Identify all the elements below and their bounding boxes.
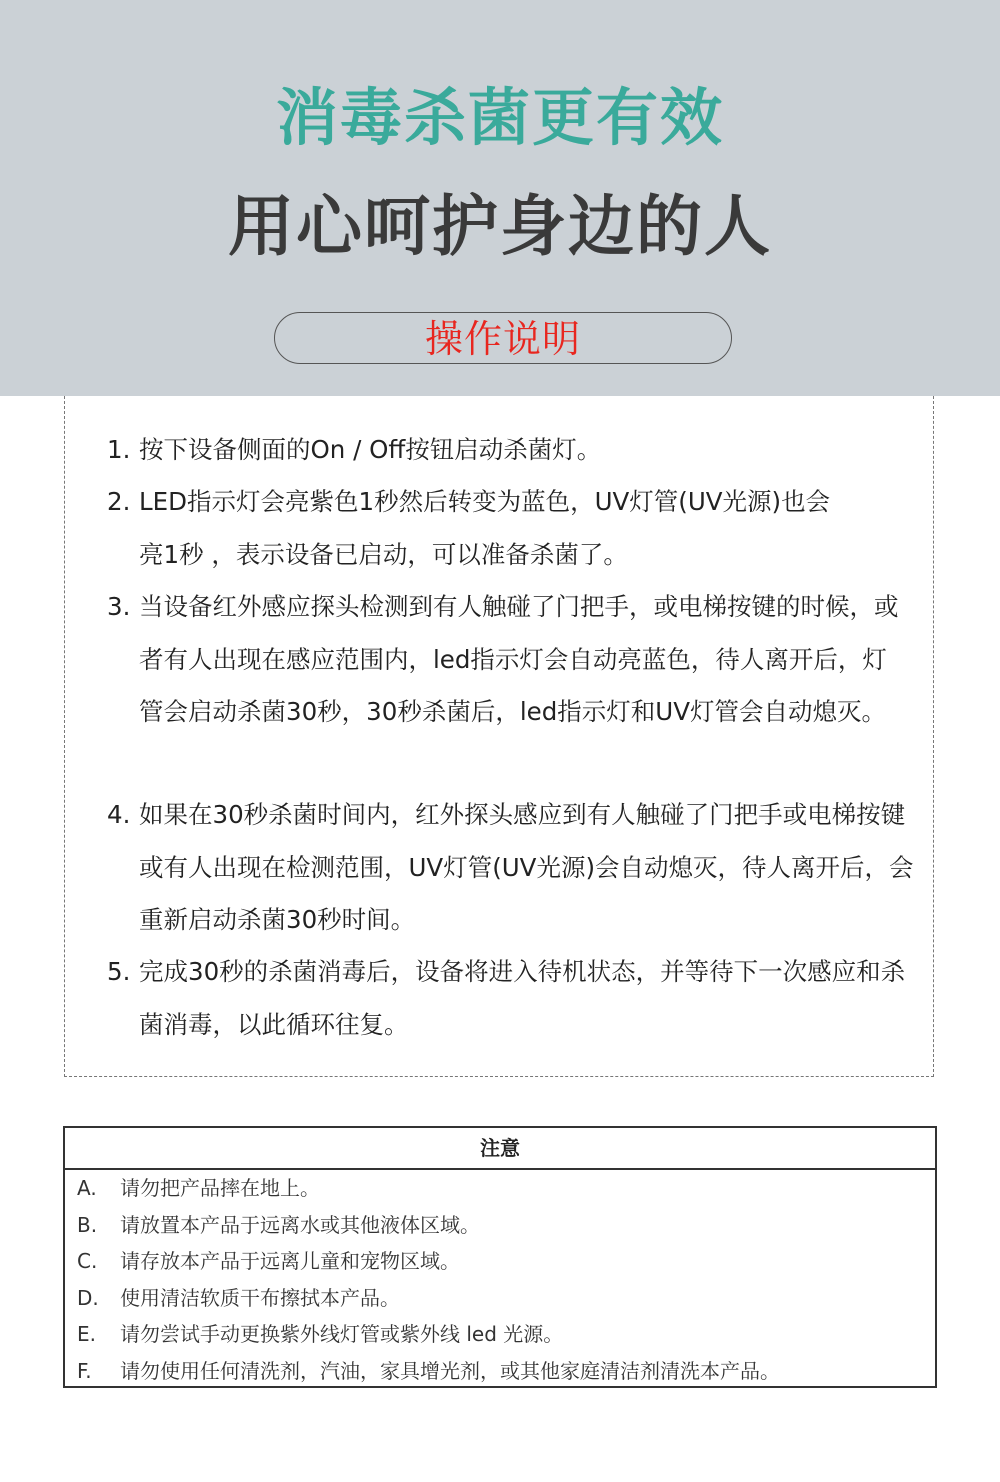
step-text: 完成30秒的杀菌消毒后，设备将进入待机状态，并等待下一次感应和杀菌消毒，以此循环往复。 xyxy=(139,957,906,1039)
step-number: 2. xyxy=(107,487,131,516)
notice-item-d xyxy=(65,1280,935,1317)
step-text: 当设备红外感应探头检测到有人触碰了门把手，或电梯按键的时候，或者有人出现在感应范围内，led指示灯会自动亮蓝色，待人离开后，灯管会启动杀菌30秒，30秒杀菌后，led指示灯和UV灯管会自动熄灭。 xyxy=(139,592,899,726)
notice-text: 请勿把产品摔在地上。 xyxy=(120,1176,320,1200)
notice-item-e xyxy=(65,1316,935,1353)
instruction-step-1 xyxy=(107,424,907,477)
notice-item-a xyxy=(65,1170,935,1207)
instructions-panel xyxy=(64,396,934,1077)
notice-letter: E. xyxy=(77,1322,96,1346)
notice-text: 请勿尝试手动更换紫外线灯管或紫外线 led 光源。 xyxy=(120,1322,564,1346)
notice-table xyxy=(63,1126,937,1388)
step-number: 1. xyxy=(107,435,131,464)
notice-text: 请存放本产品于远离儿童和宠物区域。 xyxy=(120,1249,460,1273)
notice-item-f xyxy=(65,1353,935,1390)
notice-letter: D. xyxy=(77,1285,99,1310)
instruction-step-5 xyxy=(107,946,907,1051)
notice-text: 请勿使用任何清洗剂，汽油，家具增光剂，或其他家庭清洁剂清洗本产品。 xyxy=(120,1358,780,1383)
step-number: 3. xyxy=(107,592,131,621)
notice-letter: B. xyxy=(77,1212,98,1237)
step-text: 按下设备侧面的On / Off按钮启动杀菌灯。 xyxy=(139,435,602,464)
header-banner xyxy=(0,0,1000,396)
notice-letter: F. xyxy=(77,1358,92,1383)
notice-letter: C. xyxy=(77,1249,98,1273)
section-label: 操作说明 xyxy=(424,317,581,361)
instruction-step-2 xyxy=(107,476,907,581)
headline-secondary: 用心呵护身边的人 xyxy=(228,188,772,265)
instruction-step-3 xyxy=(107,581,907,739)
notice-list xyxy=(65,1170,935,1389)
notice-text: 请放置本产品于远离水或其他液体区域。 xyxy=(120,1212,480,1237)
section-label-pill xyxy=(274,312,732,364)
step-number: 5. xyxy=(107,957,131,986)
notice-item-b xyxy=(65,1207,935,1244)
step-text: 如果在30秒杀菌时间内，红外探头感应到有人触碰了门把手或电梯按键或有人出现在检测范围，UV灯管(UV光源)会自动熄灭，待人离开后，会重新启动杀菌30秒时间。 xyxy=(139,800,914,934)
step-number: 4. xyxy=(107,800,131,829)
headline-primary: 消毒杀菌更有效 xyxy=(275,81,724,154)
notice-text: 使用清洁软质干布擦拭本产品。 xyxy=(120,1285,400,1310)
notice-item-c xyxy=(65,1243,935,1280)
instruction-step-4 xyxy=(107,789,914,947)
notice-letter: A. xyxy=(77,1176,97,1200)
notice-title: 注意 xyxy=(65,1128,935,1170)
step-text: LED指示灯会亮紫色1秒然后转变为蓝色，UV灯管(UV光源)也会亮1秒 ，表示设备已启动，可以准备杀菌了。 xyxy=(139,487,831,569)
